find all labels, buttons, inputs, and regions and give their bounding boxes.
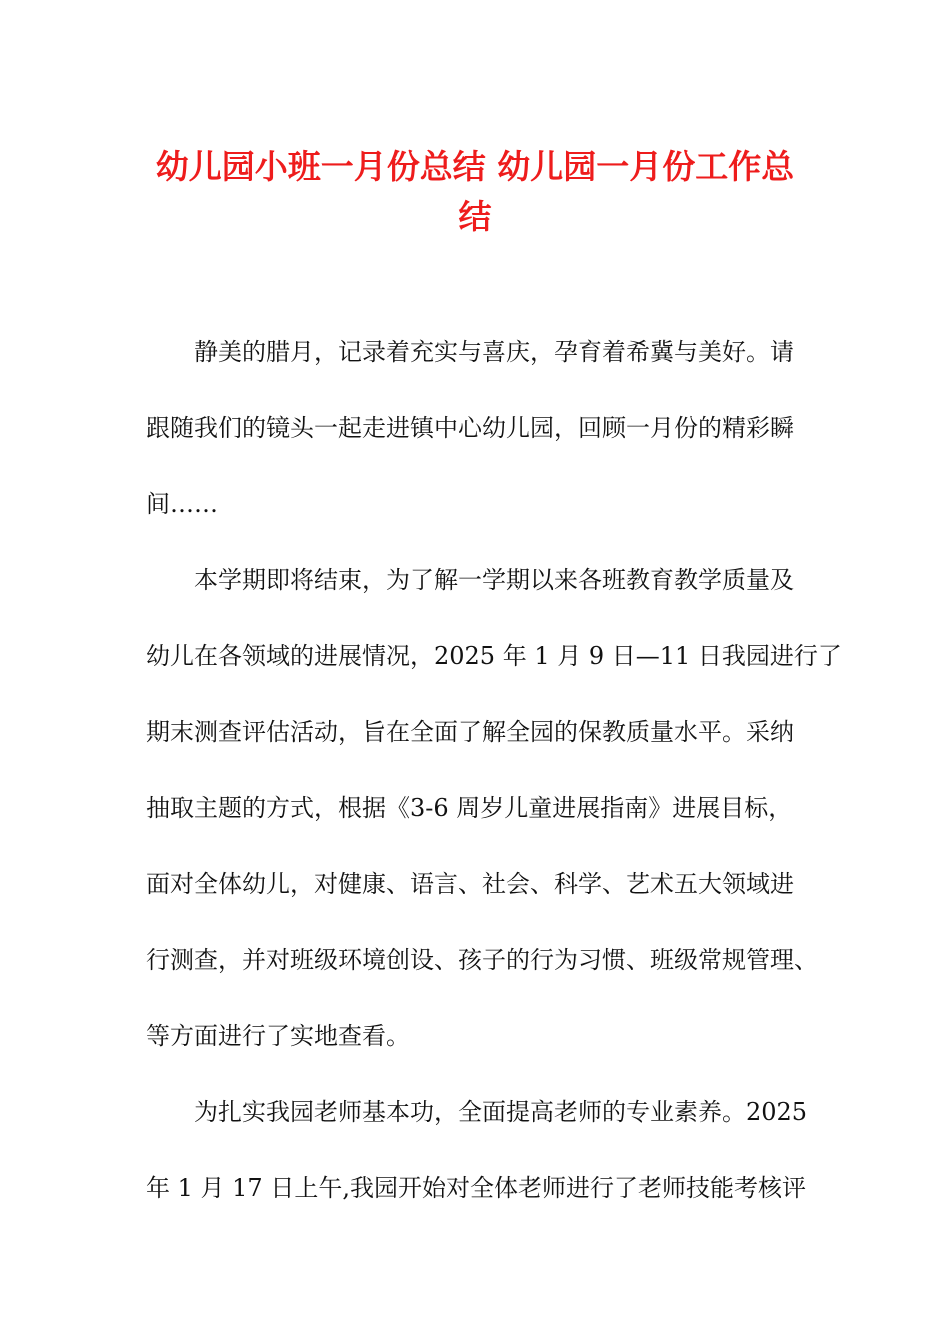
paragraph-3-line-2: 年 1 月 17 日上午,我园开始对全体老师进行了老师技能考核评 <box>146 1174 806 1202</box>
document-title <box>100 142 850 242</box>
paragraph-2-line-3: 期末测查评估活动，旨在全面了解全园的保教质量水平。采纳 <box>146 718 794 746</box>
paragraph-1-line-3: 间…… <box>146 490 218 518</box>
paragraph-3-line-1: 为扎实我园老师基本功，全面提高老师的专业素养。2025 <box>194 1098 808 1126</box>
paragraph-2-line-1: 本学期即将结束，为了解一学期以来各班教育教学质量及 <box>194 566 794 594</box>
paragraph-2-line-5: 面对全体幼儿，对健康、语言、社会、科学、艺术五大领域进 <box>146 870 794 898</box>
document-body <box>146 326 842 1238</box>
paragraph-2-line-6: 行测查，并对班级环境创设、孩子的行为习惯、班级常规管理、 <box>146 946 818 974</box>
title-line-1: 幼儿园小班一月份总结 幼儿园一月份工作总 <box>155 147 795 186</box>
paragraph-2-line-7: 等方面进行了实地查看。 <box>146 1022 410 1050</box>
paragraph-1-line-1: 静美的腊月，记录着充实与喜庆，孕育着希冀与美好。请 <box>194 338 794 366</box>
paragraph-2-line-2: 幼儿在各领域的进展情况，2025 年 1 月 9 日—11 日我园进行了 <box>146 642 842 670</box>
paragraph-1-line-2: 跟随我们的镜头一起走进镇中心幼儿园，回顾一月份的精彩瞬 <box>146 414 794 442</box>
title-line-2: 结 <box>458 197 492 236</box>
paragraph-2-line-4: 抽取主题的方式，根据《3-6 周岁儿童进展指南》进展目标， <box>146 794 793 822</box>
